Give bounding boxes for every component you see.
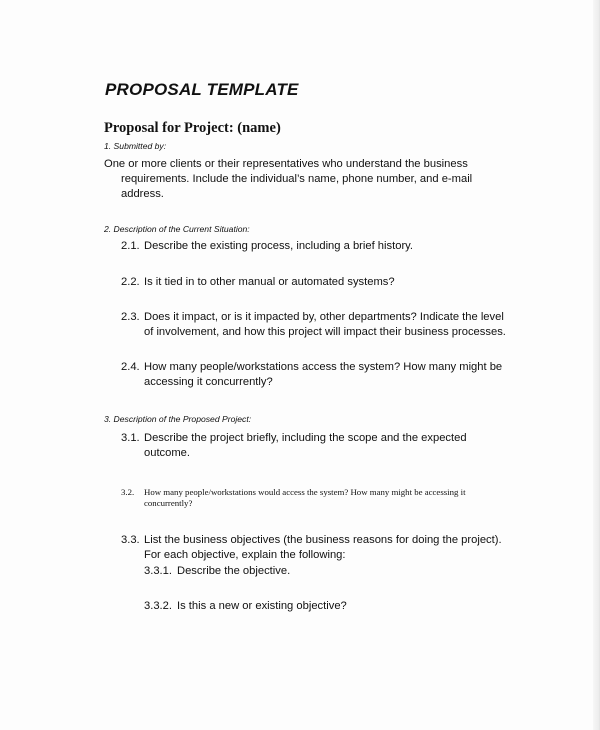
item-3-1-number: 3.1. <box>121 432 140 444</box>
item-3-3-2-number: 3.3.2. <box>144 600 172 612</box>
item-2-3-text-line-1: Does it impact, or is it impacted by, other departments? Indicate the level <box>144 311 504 323</box>
item-3-3-1-text: Describe the objective. <box>177 565 291 577</box>
item-3-3-number: 3.3. <box>121 534 140 546</box>
item-2-1-text: Describe the existing process, including a brief history. <box>144 240 414 252</box>
item-3-3-text-line-1: List the business objectives (the business reasons for doing the project). <box>144 534 502 546</box>
document-subtitle: Proposal for Project: (name) <box>104 120 281 136</box>
item-2-2-number: 2.2. <box>121 276 140 288</box>
item-3-2-number: 3.2. <box>121 487 135 497</box>
section-1-body-line-3: address. <box>121 188 164 200</box>
item-3-1-text-line-1: Describe the project briefly, including the scope and the expected <box>144 432 467 444</box>
item-3-2-text-line-2: concurrently? <box>144 498 193 508</box>
section-1-body-line-2: requirements. Include the individual’s name, phone number, and e-mail <box>121 173 473 185</box>
section-3-heading: 3. Description of the Proposed Project: <box>104 414 252 424</box>
item-3-3-2-text: Is this a new or existing objective? <box>177 600 347 612</box>
section-1-heading: 1. Submitted by: <box>104 141 167 151</box>
item-3-3-text-line-2: For each objective, explain the following: <box>144 549 346 561</box>
item-2-2-text: Is it tied in to other manual or automated systems? <box>144 276 395 288</box>
page-edge-shadow <box>593 0 599 730</box>
item-2-4-text-line-2: accessing it concurrently? <box>144 376 273 388</box>
section-1-body-line-1: One or more clients or their representatives who understand the business <box>104 158 468 170</box>
item-2-4-text-line-1: How many people/workstations access the system? How many might be <box>144 361 503 373</box>
document-title: PROPOSAL TEMPLATE <box>105 80 299 99</box>
item-3-3-1-number: 3.3.1. <box>144 565 172 577</box>
section-2-heading: 2. Description of the Current Situation: <box>104 224 250 234</box>
item-2-1-number: 2.1. <box>121 240 140 252</box>
item-2-4-number: 2.4. <box>121 361 140 373</box>
item-2-3-number: 2.3. <box>121 311 140 323</box>
item-2-3-text-line-2: of involvement, and how this project will impact their business processes. <box>144 326 506 338</box>
item-3-2-text-line-1: How many people/workstations would access the system? How many might be accessing it <box>144 487 466 497</box>
item-3-1-text-line-2: outcome. <box>144 447 191 459</box>
